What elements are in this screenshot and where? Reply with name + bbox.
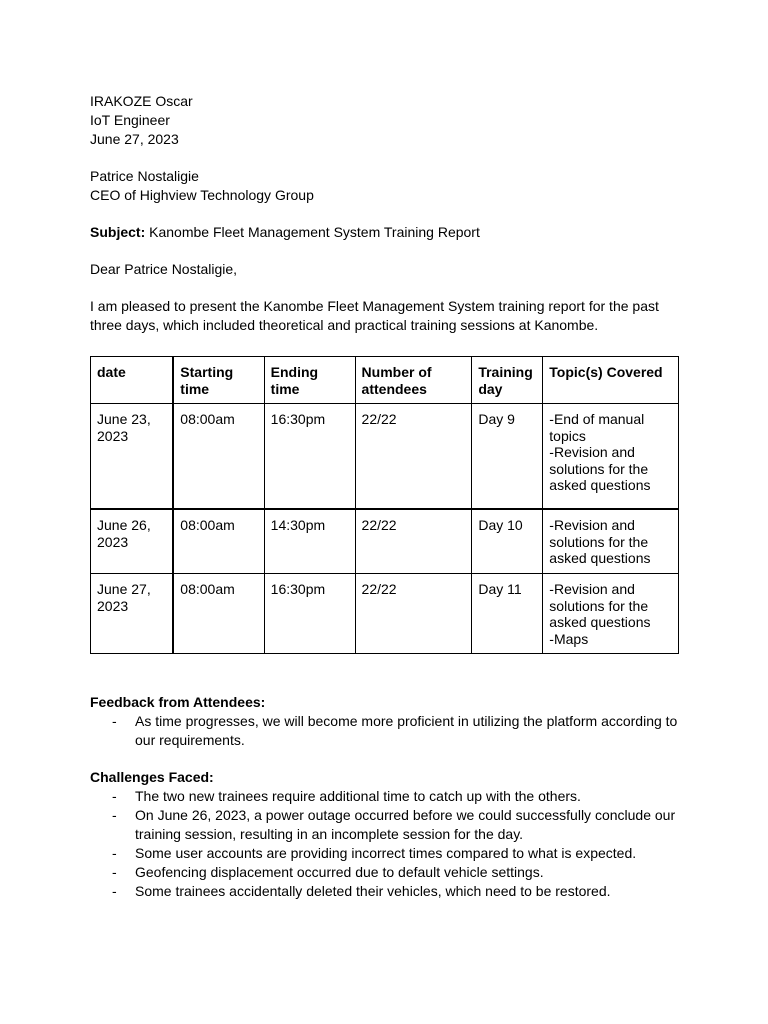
dash-bullet-icon: - — [112, 864, 117, 880]
column-header: Ending time — [264, 357, 355, 404]
letter-header — [90, 92, 680, 335]
list-item-text: The two new trainees require additional time to catch up with the others. — [135, 788, 581, 804]
dash-bullet-icon: - — [112, 883, 117, 899]
greeting: Dear Patrice Nostaligie, — [90, 261, 238, 277]
subject-label: Subject: — [90, 224, 146, 240]
list-item — [90, 882, 680, 901]
column-header: date — [91, 357, 174, 404]
recipient-name: Patrice Nostaligie — [90, 168, 199, 184]
column-header: Training day — [472, 357, 543, 404]
list-item-text: Geofencing displacement occurred due to default vehicle settings. — [135, 864, 544, 880]
table-header-row — [91, 357, 679, 404]
table-cell: 16:30pm — [264, 404, 355, 510]
challenges-title: Challenges Faced: — [90, 769, 214, 785]
challenges-section — [90, 768, 680, 901]
table-cell: Day 11 — [472, 574, 543, 654]
list-item-text: On June 26, 2023, a power outage occurred before we could successfully conclude our training session, resulting in an incomplete session for the day. — [135, 807, 676, 842]
dash-bullet-icon: - — [112, 788, 117, 804]
table-cell: 16:30pm — [264, 574, 355, 654]
table-cell: 14:30pm — [264, 509, 355, 574]
column-header: Starting time — [173, 357, 264, 404]
list-item-text: Some user accounts are providing incorrect times compared to what is expected. — [135, 845, 637, 861]
table-cell: -Revision and solutions for the asked questions -Maps — [543, 574, 679, 654]
table-cell: 22/22 — [355, 404, 472, 510]
dash-bullet-icon: - — [112, 845, 117, 861]
table-cell: 08:00am — [173, 509, 264, 574]
table-row — [91, 404, 679, 510]
subject-line — [90, 223, 680, 242]
table-cell: -Revision and solutions for the asked questions — [543, 509, 679, 574]
challenges-list — [90, 787, 680, 901]
list-item — [90, 787, 680, 806]
table-cell: June 27, 2023 — [91, 574, 174, 654]
sender-name: IRAKOZE Oscar — [90, 93, 193, 109]
feedback-list — [90, 712, 680, 750]
dash-bullet-icon: - — [112, 807, 117, 823]
list-item — [90, 844, 680, 863]
table-cell: 22/22 — [355, 509, 472, 574]
intro-paragraph: I am pleased to present the Kanombe Fleet Management System training report for the past three days, which included theoretical and practical training sessions at Kanombe. — [90, 298, 659, 333]
table-cell: -End of manual topics -Revision and solutions for the asked questions — [543, 404, 679, 510]
list-item — [90, 806, 680, 844]
table-cell: June 26, 2023 — [91, 509, 174, 574]
column-header: Number of attendees — [355, 357, 472, 404]
table-cell: 22/22 — [355, 574, 472, 654]
table-cell: 08:00am — [173, 404, 264, 510]
list-item — [90, 712, 680, 750]
list-item-text: As time progresses, we will become more proficient in utilizing the platform according to our requirements. — [135, 713, 678, 748]
table-cell: June 23, 2023 — [91, 404, 174, 510]
list-item-text: Some trainees accidentally deleted their vehicles, which need to be restored. — [135, 883, 611, 899]
sender-title: IoT Engineer — [90, 112, 170, 128]
subject-text: Kanombe Fleet Management System Training Report — [149, 224, 480, 240]
feedback-section — [90, 693, 680, 750]
table-cell: 08:00am — [173, 574, 264, 654]
table-cell: Day 9 — [472, 404, 543, 510]
letter-date: June 27, 2023 — [90, 131, 179, 147]
feedback-title: Feedback from Attendees: — [90, 694, 266, 710]
list-item — [90, 863, 680, 882]
training-table — [90, 356, 679, 654]
column-header: Topic(s) Covered — [543, 357, 679, 404]
table-row — [91, 574, 679, 654]
recipient-title: CEO of Highview Technology Group — [90, 187, 314, 203]
table-row — [91, 509, 679, 574]
table-cell: Day 10 — [472, 509, 543, 574]
dash-bullet-icon: - — [112, 713, 117, 729]
